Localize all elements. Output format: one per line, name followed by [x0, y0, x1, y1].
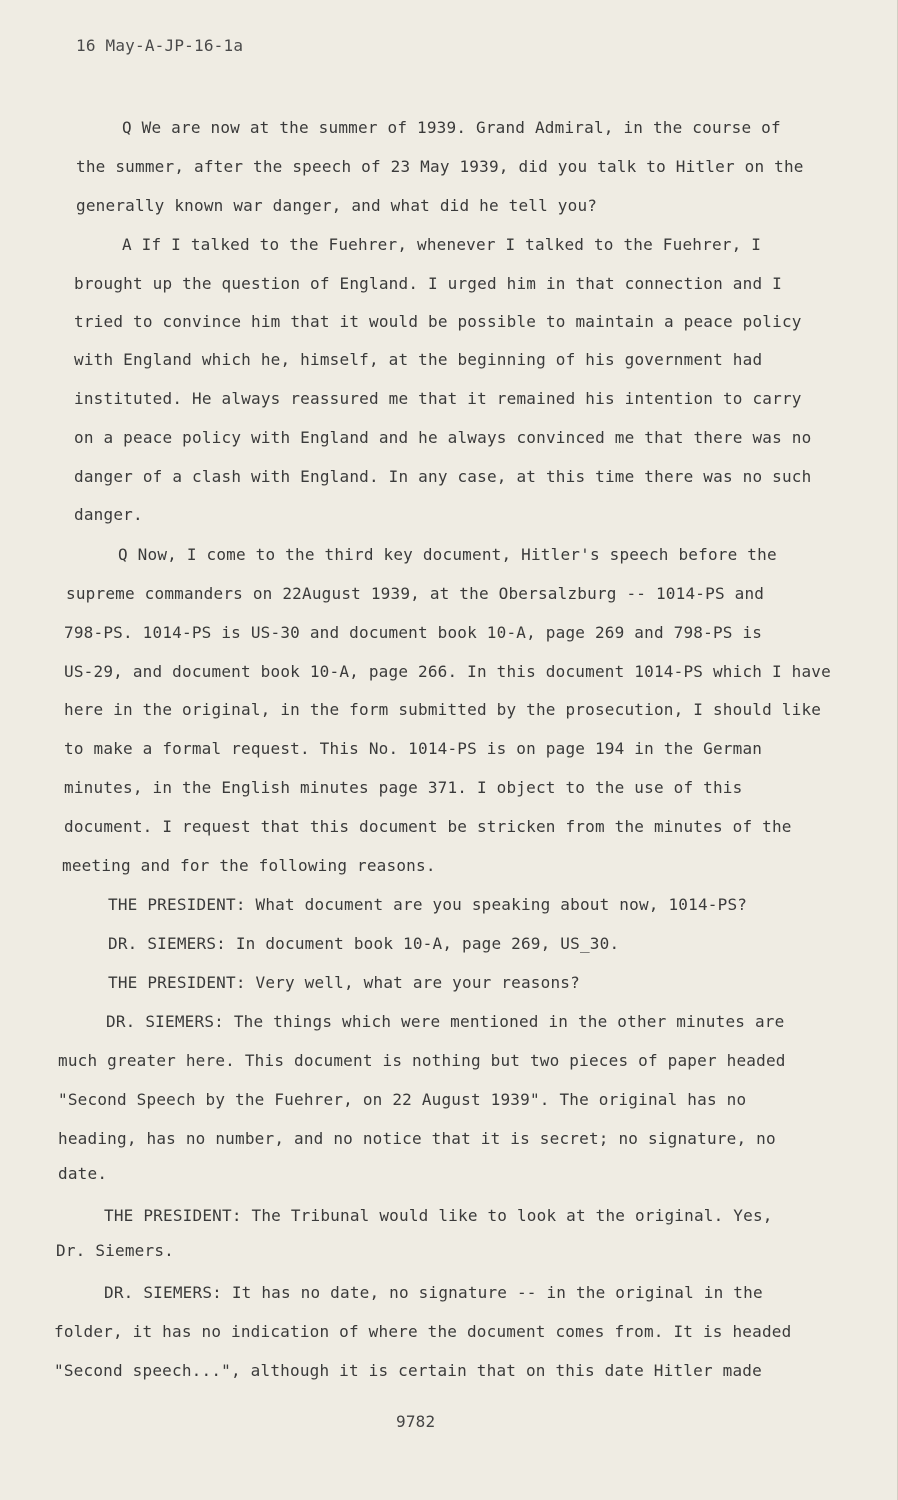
- text-line: the summer, after the speech of 23 May 1939, did you talk to Hitler on the: [76, 157, 804, 176]
- text-line: here in the original, in the form submitted by the prosecution, I should like: [64, 700, 822, 719]
- text-line: to make a formal request. This No. 1014-PS is on page 194 in the German: [64, 739, 763, 758]
- text-line: generally known war danger, and what did he tell you?: [76, 196, 598, 215]
- text-line: "Second speech...", although it is certain that on this date Hitler made: [54, 1361, 762, 1380]
- text-line: folder, it has no indication of where the document comes from. It is headed: [54, 1322, 792, 1341]
- text-line: 798-PS. 1014-PS is US-30 and document book 10-A, page 269 and 798-PS is: [64, 623, 763, 642]
- text-line: THE PRESIDENT: The Tribunal would like to look at the original. Yes,: [104, 1206, 773, 1225]
- text-line: document. I request that this document be stricken from the minutes of the: [64, 817, 792, 836]
- text-line: danger of a clash with England. In any case, at this time there was no such: [74, 467, 812, 486]
- text-line: minutes, in the English minutes page 371. I object to the use of this: [64, 778, 743, 797]
- text-line: Dr. Siemers.: [56, 1241, 174, 1260]
- text-line: heading, has no number, and no notice that it is secret; no signature, no: [58, 1129, 776, 1148]
- text-line: meeting and for the following reasons.: [62, 856, 436, 875]
- text-line: "Second Speech by the Fuehrer, on 22 August 1939". The original has no: [58, 1090, 747, 1109]
- text-line: tried to convince him that it would be possible to maintain a peace policy: [74, 312, 802, 331]
- text-line: with England which he, himself, at the beginning of his government had: [74, 350, 763, 369]
- text-line: danger.: [74, 505, 143, 524]
- text-line: on a peace policy with England and he always convinced me that there was no: [74, 428, 812, 447]
- text-line: US-29, and document book 10-A, page 266. In this document 1014-PS which I have: [64, 662, 831, 681]
- text-line: DR. SIEMERS: It has no date, no signature -- in the original in the: [104, 1283, 763, 1302]
- text-line: brought up the question of England. I urged him in that connection and I: [74, 274, 782, 293]
- text-line: A If I talked to the Fuehrer, whenever I talked to the Fuehrer, I: [122, 235, 762, 254]
- text-line: THE PRESIDENT: What document are you speaking about now, 1014-PS?: [108, 895, 748, 914]
- text-line: supreme commanders on 22August 1939, at the Obersalzburg -- 1014-PS and: [66, 584, 765, 603]
- text-line: Q Now, I come to the third key document, Hitler's speech before the: [118, 545, 777, 564]
- page-number: 9782: [396, 1412, 436, 1431]
- text-line: date.: [58, 1164, 108, 1183]
- text-line: THE PRESIDENT: Very well, what are your reasons?: [108, 973, 580, 992]
- text-line: DR. SIEMERS: In document book 10-A, page 269, US_30.: [108, 934, 620, 953]
- document-header: 16 May-A-JP-16-1a: [76, 36, 244, 55]
- text-line: Q We are now at the summer of 1939. Grand Admiral, in the course of: [122, 118, 781, 137]
- text-line: much greater here. This document is nothing but two pieces of paper headed: [58, 1051, 786, 1070]
- text-line: DR. SIEMERS: The things which were mentioned in the other minutes are: [106, 1012, 785, 1031]
- text-line: instituted. He always reassured me that it remained his intention to carry: [74, 389, 802, 408]
